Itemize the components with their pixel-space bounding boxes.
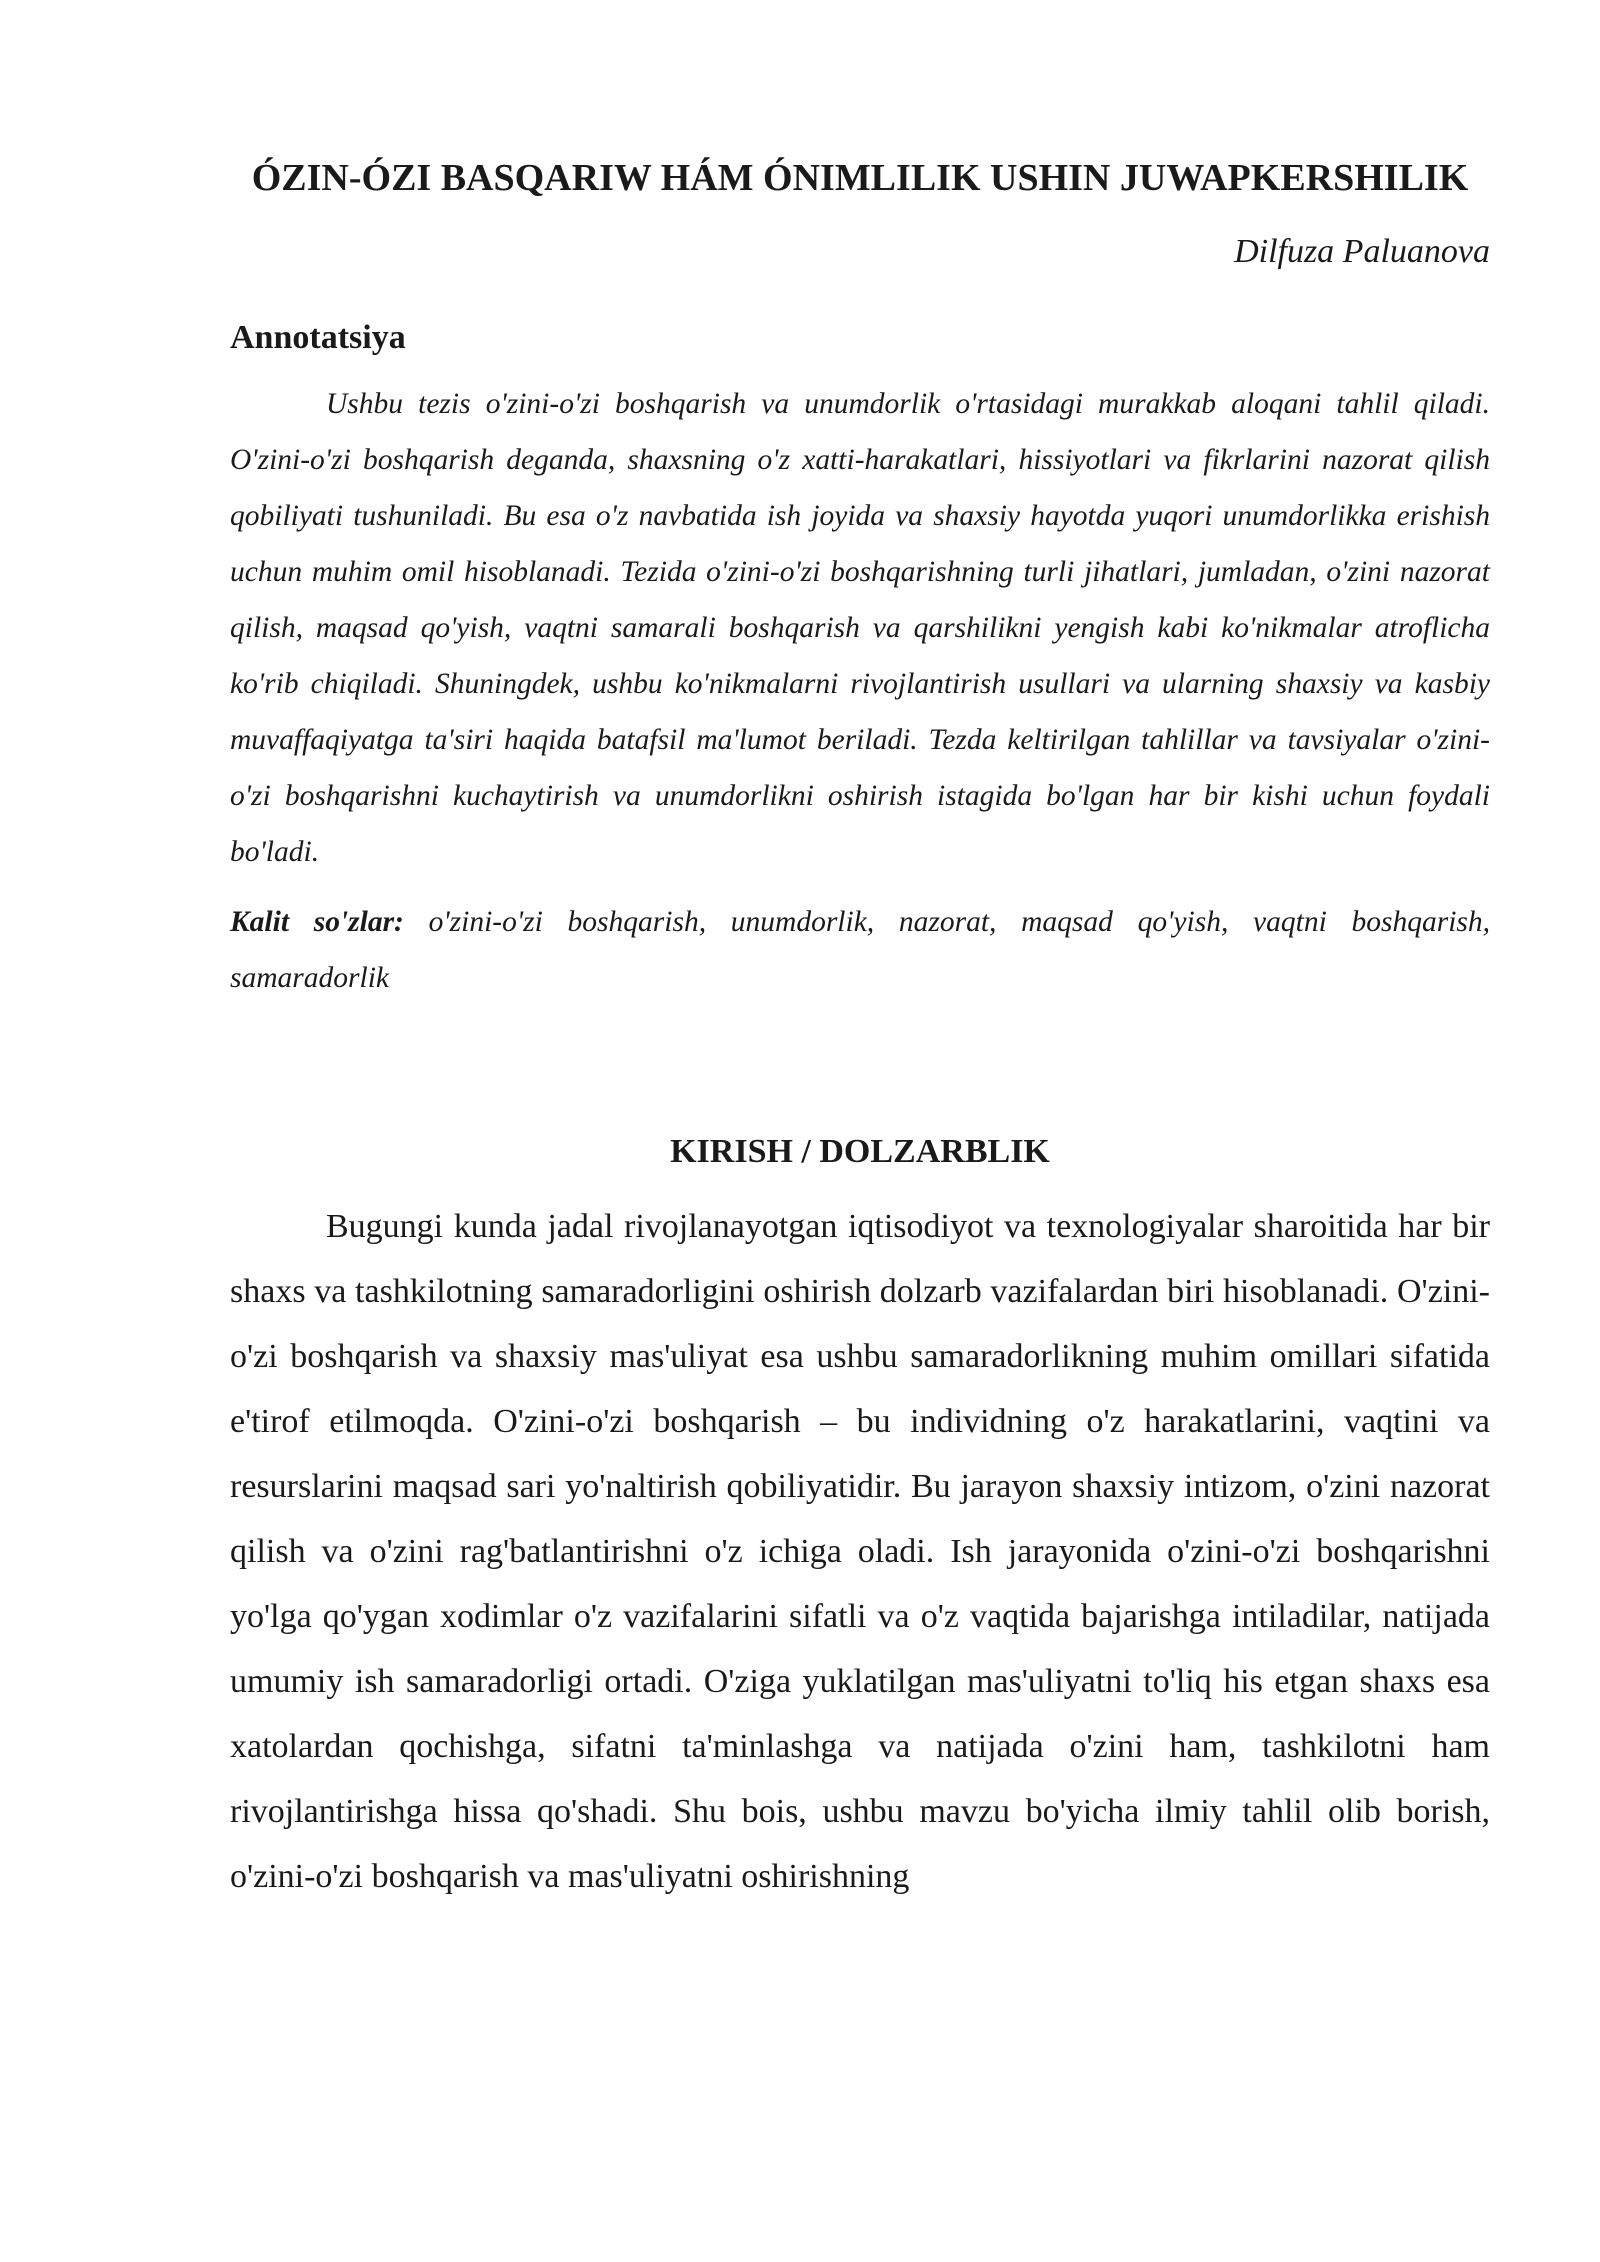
section-heading: KIRISH / DOLZARBLIK bbox=[670, 1133, 1050, 1170]
paper-title: ÓZIN-ÓZI BASQARIW HÁM ÓNIMLILIK USHIN JUWAPKERSHILIK bbox=[251, 157, 1469, 199]
abstract-heading: Annotatsiya bbox=[230, 319, 406, 356]
section-body-text: Bugungi kunda jadal rivojlanayotgan iqtisodiyot va texnologiyalar sharoitida har bir shaxs va tashkilotning samaradorligini oshirish dolzarb vazifalardan biri hisoblanadi. O'zini-o'zi boshqarish va shaxsiy mas'uliyat esa ushbu samaradorlikning muhim omillari sifatida e'tirof etilmoqda. O'zini-o'zi boshqarish – bu individning o'z harakatlarini, vaqtini va resurslarini maqsad sari yo'naltirish qobiliyatidir. Bu jarayon shaxsiy intizom, o'zini nazorat qilish va o'zini rag'batlantirishni o'z ichiga oladi. Ish jarayonida o'zini-o'zi boshqarishni yo'lga qo'ygan xodimlar o'z vazifalarini sifatli va o'z vaqtida bajarishga intiladilar, natijada umumiy ish samaradorligi ortadi. O'ziga yuklatilgan mas'uliyatni to'liq his etgan shaxs esa xatolardan qochishga, sifatni ta'minlashga va natijada o'zini ham, tashkilotni ham rivojlantirishga hissa qo'shadi. Shu bois, ushbu mavzu bo'yicha ilmiy tahlil olib borish, o'zini-o'zi boshqarish va mas'uliyatni oshirishning bbox=[230, 1208, 1490, 1895]
keywords-label: Kalit so'zlar: bbox=[230, 906, 404, 938]
abstract-text: Ushbu tezis o'zini-o'zi boshqarish va unumdorlik o'rtasidagi murakkab aloqani tahlil qiladi. O'zini-o'zi boshqarish deganda, shaxsning o'z xatti-harakatlari, hissiyotlari va fikrlarini nazorat qilish qobiliyati tushuniladi. Bu esa o'z navbatida ish joyida va shaxsiy hayotda yuqori unumdorlikka erishish uchun muhim omil hisoblanadi. Tezida o'zini-o'zi boshqarishning turli jihatlari, jumladan, o'zini nazorat qilish, maqsad qo'yish, vaqtni samarali boshqarish va qarshilikni yengish kabi ko'nikmalar atroflicha ko'rib chiqiladi. Shuningdek, ushbu ko'nikmalarni rivojlantirish usullari va ularning shaxsiy va kasbiy muvaffaqiyatga ta'siri haqida batafsil ma'lumot beriladi. Tezda keltirilgan tahlillar va tavsiyalar o'zini-o'zi boshqarishni kuchaytirish va unumdorlikni oshirish istagida bo'lgan har bir kishi uchun foydali bo'ladi. bbox=[230, 388, 1490, 868]
author-name: Dilfuza Paluanova bbox=[1234, 233, 1490, 270]
keywords bbox=[230, 894, 1490, 1006]
paper-content bbox=[230, 150, 1490, 1909]
keywords-text: o'zini-o'zi boshqarish, unumdorlik, nazorat, maqsad qo'yish, vaqtni boshqarish, samaradorlik bbox=[230, 906, 1490, 994]
